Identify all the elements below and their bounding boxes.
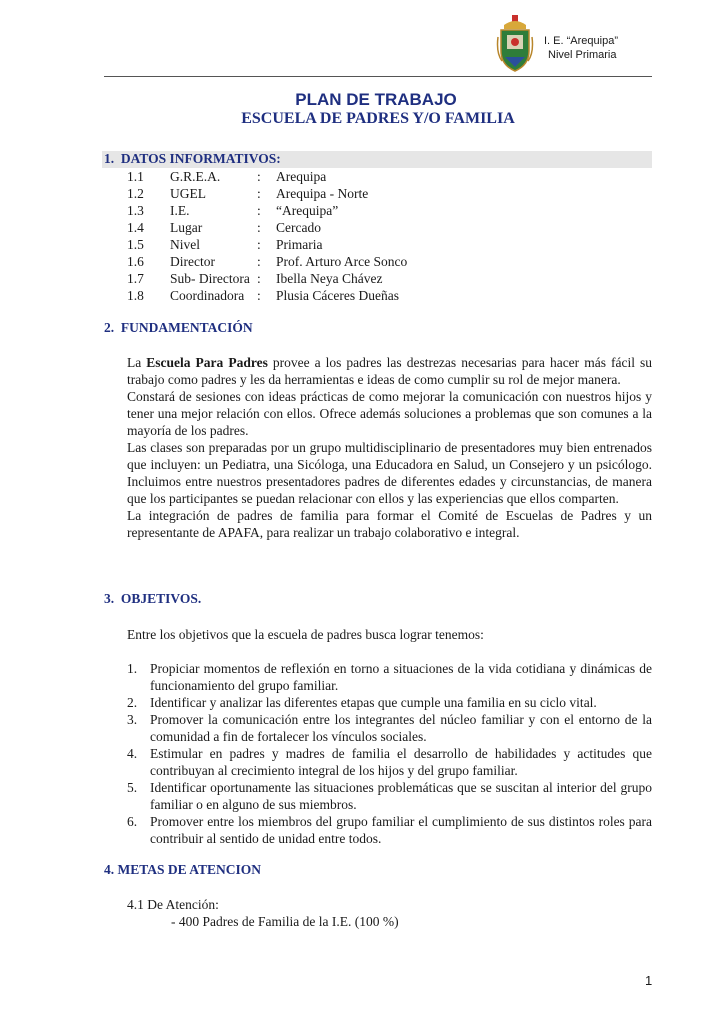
paragraph-1-prefix: La	[127, 355, 147, 370]
datos-row-label: Sub- Directora	[170, 271, 250, 286]
datos-row-value: Plusia Cáceres Dueñas	[276, 288, 399, 303]
metas-subheading: 4.1 De Atención:	[127, 897, 219, 912]
objetivo-text: Propiciar momentos de reflexión en torno a situaciones de la vida cotidiana y dinámicas de funcionamiento del grupo familiar.	[150, 661, 652, 693]
datos-row-label: Director	[170, 254, 215, 269]
datos-row-label: I.E.	[170, 203, 190, 218]
datos-row-separator: :	[257, 288, 261, 303]
datos-table	[127, 168, 527, 304]
objetivo-item	[127, 745, 652, 779]
escuela-para-padres-emphasis: Escuela Para Padres	[146, 355, 268, 370]
document-title: PLAN DE TRABAJO	[295, 90, 457, 109]
crest-logo	[496, 15, 534, 73]
datos-row	[127, 253, 527, 270]
objetivo-number: 3.	[127, 712, 138, 727]
datos-row-separator: :	[257, 254, 261, 269]
header-rule	[104, 76, 652, 77]
datos-row-value: Primaria	[276, 237, 323, 252]
datos-row-label: G.R.E.A.	[170, 169, 221, 184]
header-level: Nivel Primaria	[548, 49, 617, 61]
datos-row-separator: :	[257, 186, 261, 201]
datos-row	[127, 185, 527, 202]
datos-row-separator: :	[257, 271, 261, 286]
fundamentacion-paragraph-4: La integración de padres de familia para formar el Comité de Escuelas de Padres y un representante de APAFA, para realizar un trabajo colaborativo e integral.	[127, 508, 652, 540]
fundamentacion-paragraph-1	[127, 354, 652, 388]
section-3-heading: 3. OBJETIVOS.	[104, 591, 202, 606]
datos-row-separator: :	[257, 220, 261, 235]
objetivo-item	[127, 660, 652, 694]
objetivo-text: Identificar oportunamente las situaciones problemáticas que se suscitan al interior del grupo familiar o en alguno de sus miembros.	[150, 780, 652, 812]
objetivo-item	[127, 711, 652, 745]
datos-row-number: 1.8	[127, 288, 144, 303]
datos-row-separator: :	[257, 237, 261, 252]
header-school-name: I. E. “Arequipa”	[544, 35, 618, 47]
datos-row-value: Cercado	[276, 220, 321, 235]
paragraph-1-rest: provee a los padres las destrezas necesarias para hacer más fácil su trabajo como padres y les da herramientas e ideas de como cumplir su rol de mejor manera.	[127, 355, 652, 387]
datos-row-separator: :	[257, 203, 261, 218]
datos-row-label: Lugar	[170, 220, 203, 235]
page-number: 1	[645, 973, 653, 988]
objetivo-number: 5.	[127, 780, 138, 795]
datos-row-separator: :	[257, 169, 261, 184]
datos-row-number: 1.2	[127, 186, 144, 201]
fundamentacion-paragraph-2: Constará de sesiones con ideas prácticas de como mejorar la comunicación con nuestros hijos y tener una mejor relación con ellos. Ofrece además soluciones a problemas que son comunes a la mayoría de los padres.	[127, 389, 652, 438]
datos-row-label: UGEL	[170, 186, 206, 201]
objetivos-intro: Entre los objetivos que la escuela de padres busca lograr tenemos:	[127, 627, 484, 642]
objetivo-text: Promover entre los miembros del grupo familiar el cumplimiento de sus distintos roles para contribuir al sentido de unidad entre todos.	[150, 814, 652, 846]
objetivo-number: 4.	[127, 746, 138, 761]
datos-row	[127, 202, 527, 219]
coat-of-arms-icon	[496, 15, 534, 73]
datos-row-number: 1.5	[127, 237, 144, 252]
datos-row	[127, 168, 527, 185]
metas-item: - 400 Padres de Familia de la I.E. (100 %)	[171, 914, 399, 929]
datos-row-value: “Arequipa”	[276, 203, 339, 218]
datos-row-value: Arequipa - Norte	[276, 186, 369, 201]
datos-row	[127, 287, 527, 304]
objetivo-text: Estimular en padres y madres de familia el desarrollo de habilidades y actitudes que contribuyan al crecimiento integral de los hijos y del grupo familiar.	[150, 746, 652, 778]
datos-row-label: Nivel	[170, 237, 200, 252]
datos-row-number: 1.1	[127, 169, 144, 184]
fundamentacion-paragraph-3: Las clases son preparadas por un grupo multidisciplinario de presentadores muy bien entrenados que incluyen: un Pediatra, una Sicóloga, una Educadora en Salud, un Consejero y un psicólogo. Incluimos entre nuestros presentadores padres de diferentes edades y circunstancias, de manera que los participantes se puedan relacionar con ellos y las experiencias que ellos comparten.	[127, 440, 652, 506]
datos-row	[127, 219, 527, 236]
document-subtitle: ESCUELA DE PADRES Y/O FAMILIA	[241, 110, 515, 127]
datos-row	[127, 270, 527, 287]
objetivo-number: 6.	[127, 814, 138, 829]
datos-row-number: 1.7	[127, 271, 144, 286]
section-4-heading: 4. METAS DE ATENCION	[104, 862, 262, 877]
section-1-heading: 1. DATOS INFORMATIVOS:	[104, 151, 281, 166]
objetivos-list	[127, 660, 652, 847]
datos-row-label: Coordinadora	[170, 288, 245, 303]
datos-row-number: 1.6	[127, 254, 144, 269]
objetivo-item	[127, 694, 652, 711]
objetivo-text: Identificar y analizar las diferentes etapas que cumple una familia en su ciclo vital.	[150, 695, 597, 710]
datos-row-value: Prof. Arturo Arce Sonco	[276, 254, 408, 269]
datos-row-value: Arequipa	[276, 169, 327, 184]
datos-row-number: 1.4	[127, 220, 144, 235]
objetivo-item	[127, 779, 652, 813]
objetivo-number: 2.	[127, 695, 138, 710]
fundamentacion-text	[127, 354, 652, 541]
objetivo-number: 1.	[127, 661, 138, 676]
section-2-heading: 2. FUNDAMENTACIÓN	[104, 320, 253, 335]
datos-row	[127, 236, 527, 253]
objetivo-text: Promover la comunicación entre los integrantes del núcleo familiar y con el entorno de la comunidad a fin de fortalecer los vínculos sociales.	[150, 712, 652, 744]
datos-row-number: 1.3	[127, 203, 144, 218]
datos-row-value: Ibella Neya Chávez	[276, 271, 383, 286]
objetivo-item	[127, 813, 652, 847]
